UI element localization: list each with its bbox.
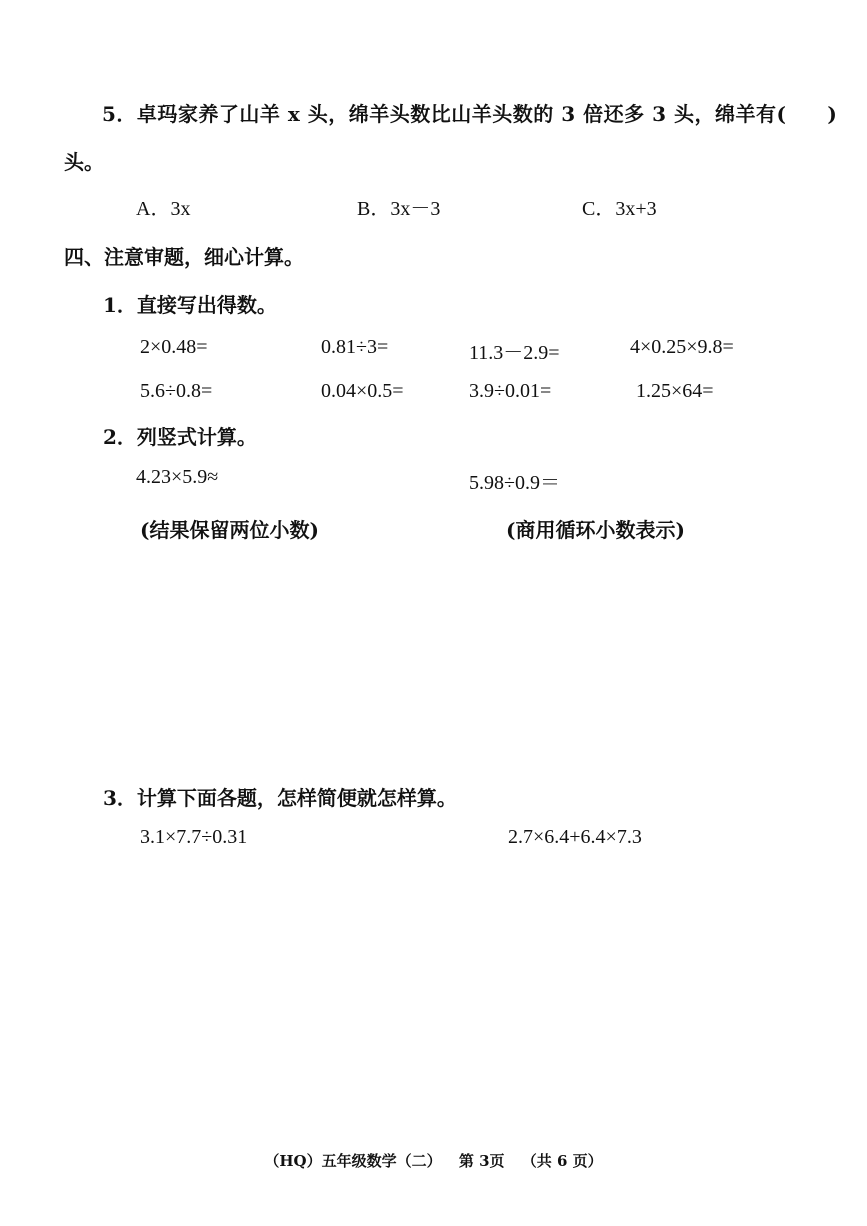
section-4-title: 四、注意审题，细心计算。 <box>64 245 304 269</box>
footer-page-number: 第 3页 <box>458 1152 505 1170</box>
part-3-title: 3．计算下面各题，怎样简便就怎样算。 <box>103 786 457 810</box>
page-footer <box>0 1150 867 1171</box>
mental-calc-item: 11.3－2.9= <box>469 342 560 364</box>
mental-calc-item: 4×0.25×9.8= <box>630 336 734 358</box>
option-b: B．3x－3 <box>357 198 441 220</box>
mental-calc-item: 3.9÷0.01= <box>469 380 552 402</box>
vertical-calc-right-expr: 5.98÷0.9＝ <box>469 472 560 494</box>
option-c: C．3x+3 <box>582 198 657 220</box>
footer-subject: （HQ）五年级数学（二） <box>264 1152 442 1170</box>
mental-calc-item: 0.81÷3= <box>321 336 389 358</box>
mental-calc-item: 0.04×0.5= <box>321 380 404 402</box>
question-5-text-line1: 5．卓玛家养了山羊 x 头，绵羊头数比山羊头数的 3 倍还多 3 头，绵羊有( ) <box>102 102 838 126</box>
option-a: A．3x <box>136 198 191 220</box>
footer-total-pages: （共 6 页） <box>521 1152 603 1170</box>
vertical-calc-left-note: (结果保留两位小数) <box>140 518 319 542</box>
part-2-title: 2．列竖式计算。 <box>103 425 257 449</box>
mental-calc-item: 1.25×64= <box>636 380 714 402</box>
vertical-calc-right-note: (商用循环小数表示) <box>506 518 685 542</box>
simplify-calc-left-expr: 3.1×7.7÷0.31 <box>140 826 248 848</box>
mental-calc-item: 2×0.48= <box>140 336 208 358</box>
mental-calc-item: 5.6÷0.8= <box>140 380 213 402</box>
simplify-calc-right-expr: 2.7×6.4+6.4×7.3 <box>508 826 642 848</box>
question-5-text-line2: 头。 <box>64 150 104 174</box>
part-1-title: 1．直接写出得数。 <box>103 293 277 317</box>
vertical-calc-left-expr: 4.23×5.9≈ <box>136 466 219 488</box>
